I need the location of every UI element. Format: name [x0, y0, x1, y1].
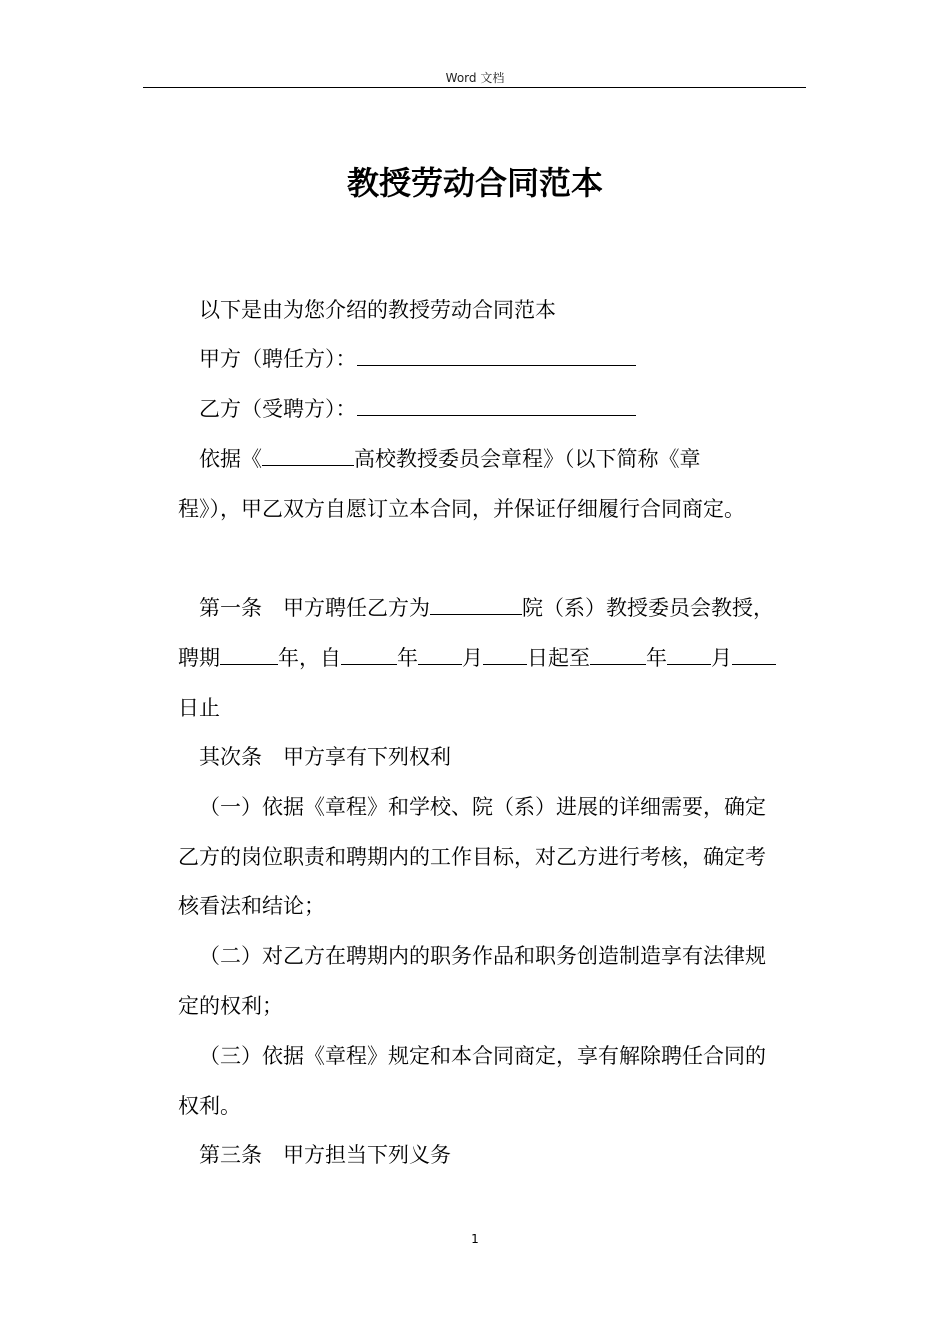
- party-b-line: 乙方（受聘方）：: [199, 395, 636, 423]
- basis-line-2: 程》），甲乙双方自愿订立本合同，并保证仔细履行合同商定。: [178, 497, 745, 521]
- article-1-line-3: 日止: [178, 696, 220, 720]
- document-title: 教授劳动合同范本: [346, 164, 603, 202]
- basis-line-1: 依据《 高校教授委员会章程》（以下简称《章: [199, 447, 701, 471]
- start-day-blank[interactable]: [483, 644, 527, 665]
- article-2-item-3-line-2: 权利。: [178, 1094, 241, 1118]
- term-years-blank[interactable]: [220, 644, 278, 665]
- start-year-blank[interactable]: [341, 644, 397, 665]
- page-number: 1: [471, 1232, 479, 1246]
- article-3-heading: 第三条 甲方担当下列义务: [199, 1143, 451, 1167]
- party-a-blank[interactable]: [357, 345, 636, 366]
- article-2-item-1-line-1: （一）依据《章程》和学校、院（系）进展的详细需要，确定: [199, 795, 766, 819]
- article-2-item-1-line-2: 乙方的岗位职责和聘期内的工作目标，对乙方进行考核，确定考: [178, 845, 766, 869]
- page-header: Word 文档: [445, 71, 505, 85]
- header-divider: [143, 87, 806, 88]
- start-month-blank[interactable]: [418, 644, 462, 665]
- end-month-blank[interactable]: [667, 644, 711, 665]
- article-1-line-1: 第一条 甲方聘任乙方为 院（系）教授委员会教授，: [199, 596, 774, 620]
- university-name-blank[interactable]: [262, 445, 354, 466]
- article-2-item-3-line-1: （三）依据《章程》规定和本合同商定，享有解除聘任合同的: [199, 1044, 766, 1068]
- article-2-item-2-line-2: 定的权利；: [178, 994, 283, 1018]
- article-2-item-1-line-3: 核看法和结论；: [178, 894, 325, 918]
- article-2-heading: 其次条 甲方享有下列权利: [199, 745, 451, 769]
- article-2-item-2-line-1: （二）对乙方在聘期内的职务作品和职务创造制造享有法律规: [199, 944, 766, 968]
- end-day-blank[interactable]: [732, 644, 776, 665]
- intro-paragraph: 以下是由为您介绍的教授劳动合同范本: [199, 298, 556, 322]
- party-b-blank[interactable]: [357, 395, 636, 416]
- department-blank[interactable]: [430, 594, 522, 615]
- party-a-line: 甲方（聘任方）：: [199, 345, 636, 373]
- end-year-blank[interactable]: [590, 644, 646, 665]
- article-1-line-2: 聘期 年，自 年 月 日起至 年 月: [178, 644, 776, 672]
